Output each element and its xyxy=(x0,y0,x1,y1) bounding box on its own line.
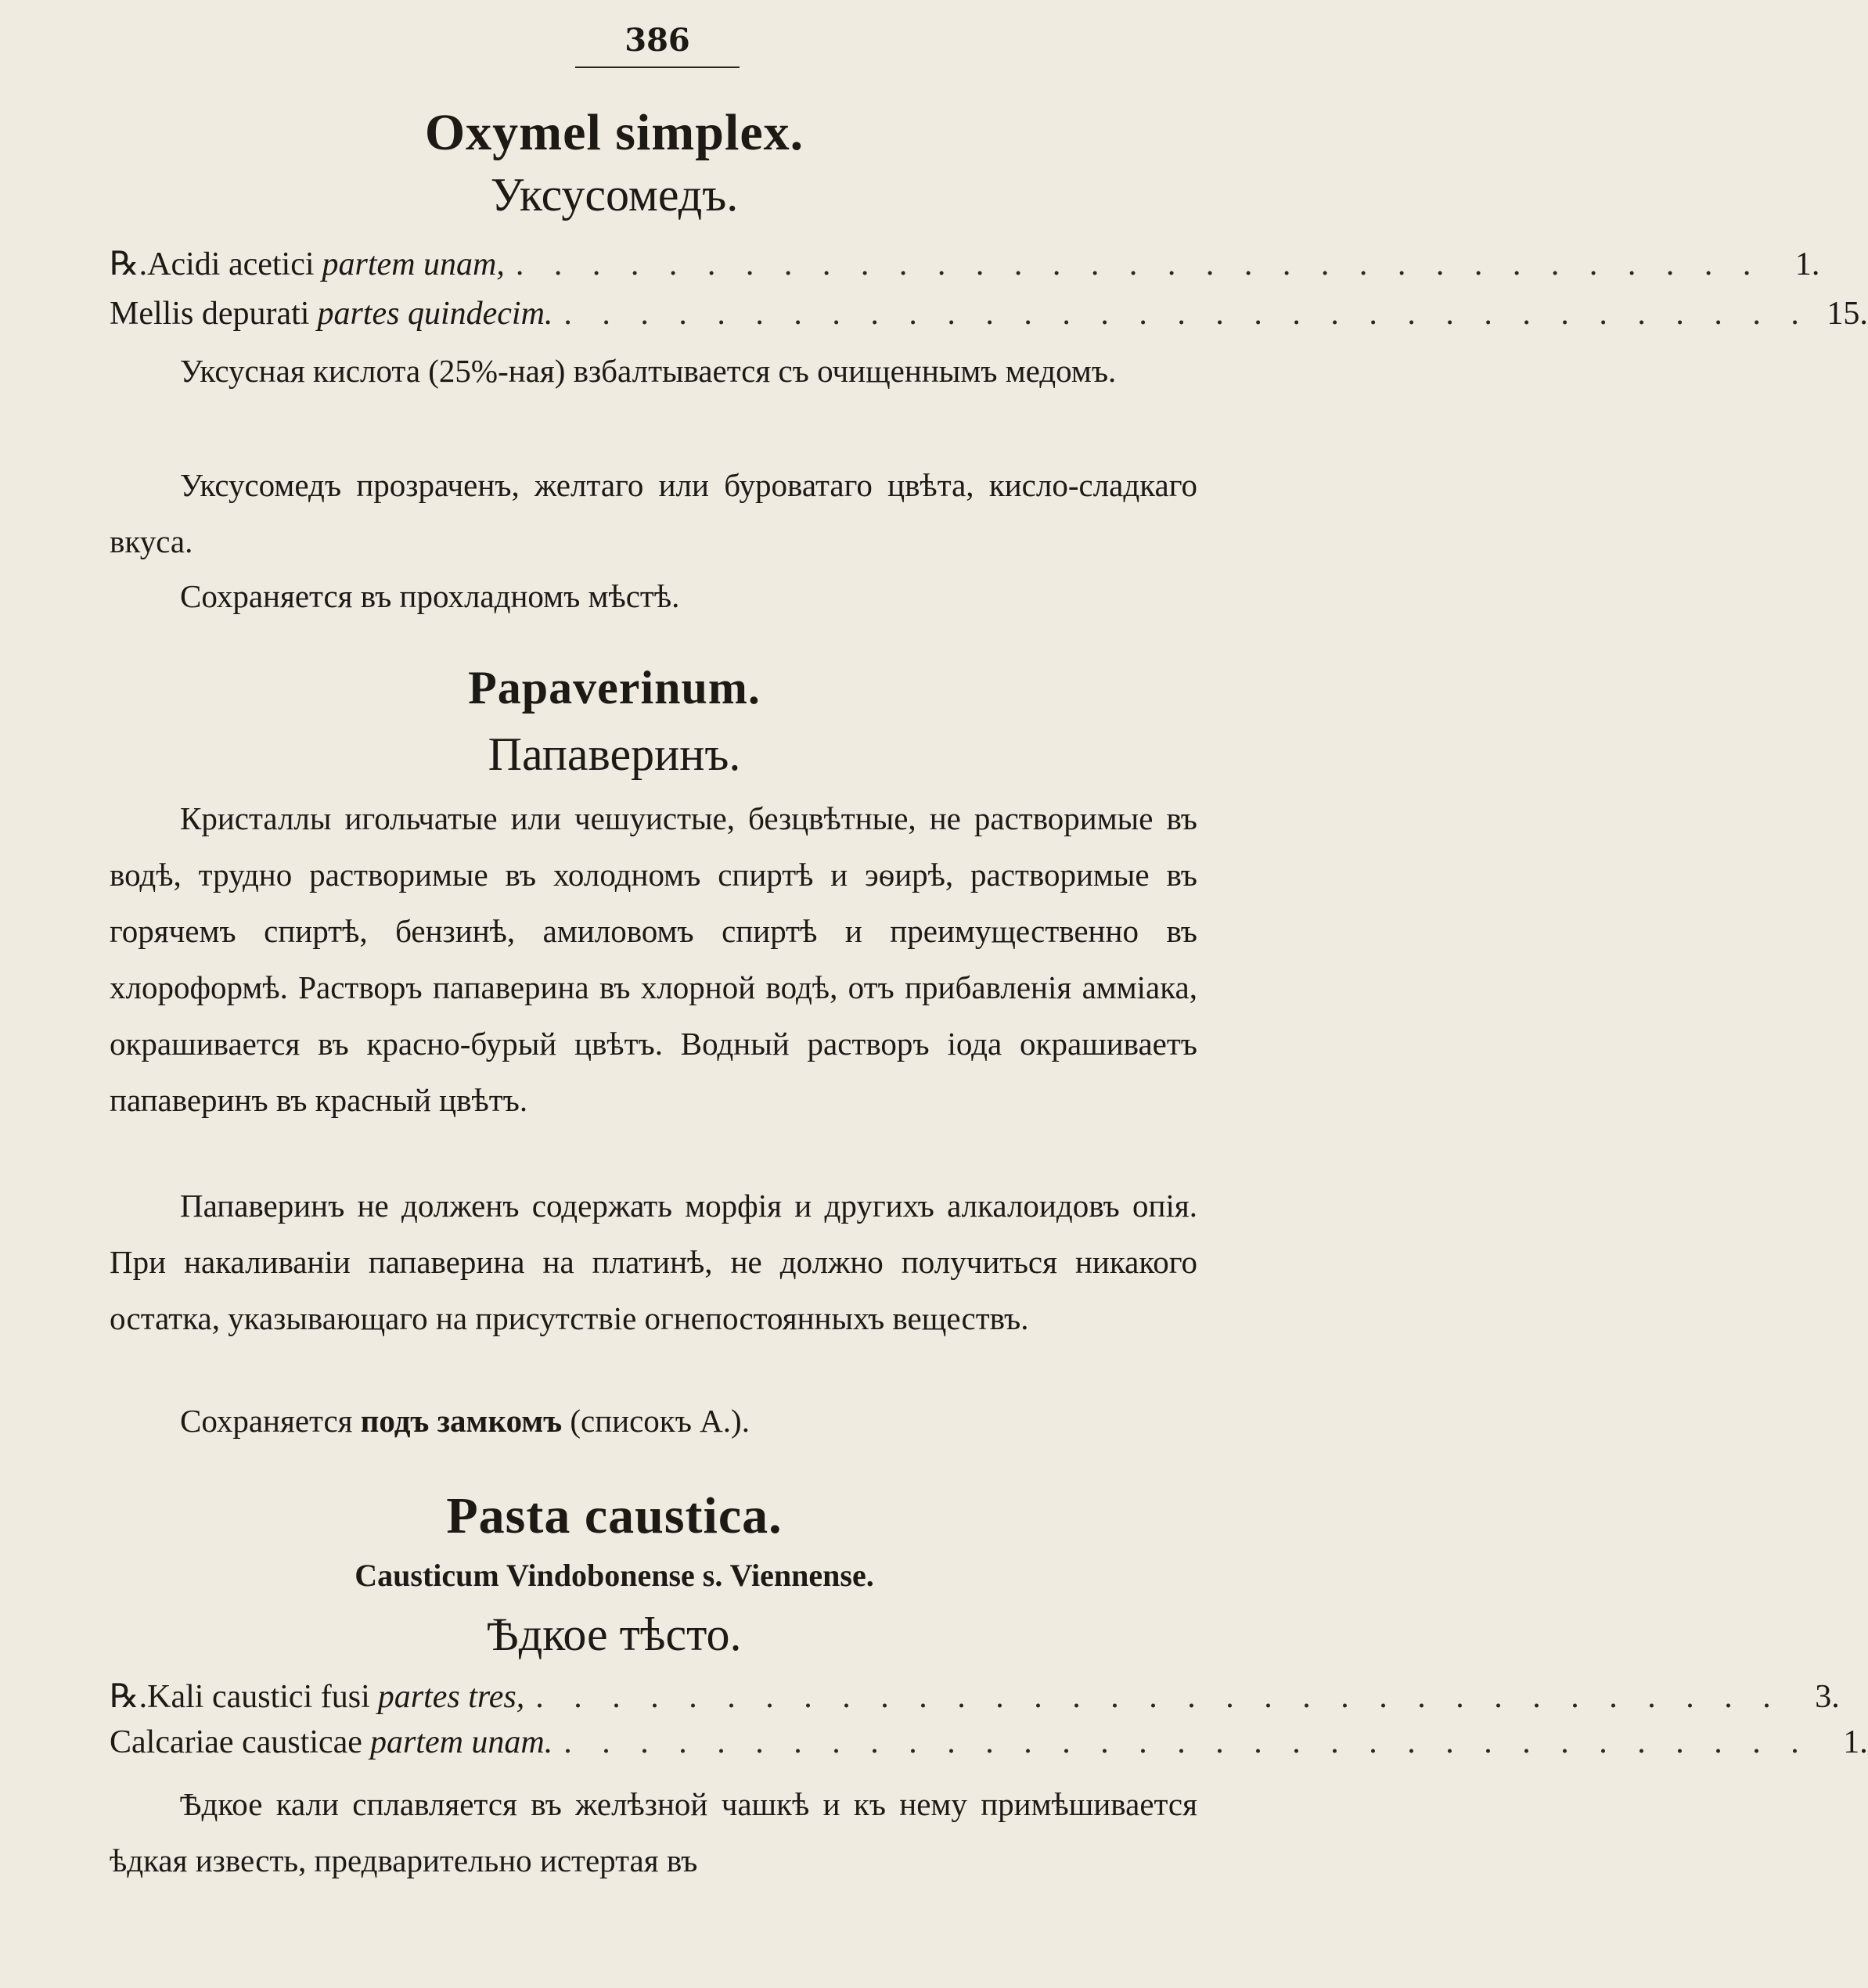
paragraph xyxy=(110,1177,1197,1346)
paragraph xyxy=(110,1776,1197,1889)
recipe-line xyxy=(110,1677,1840,1724)
drug-name: Mellis depurati xyxy=(110,296,310,332)
drug-amount: 15. xyxy=(1827,296,1868,332)
dot-leader: . . . . . . . . . . . . . . . . . . . . . . . . . . . . . . . . . xyxy=(563,1724,1810,1760)
section-title-russian: Ѣдкое тѣсто. xyxy=(487,1609,742,1660)
page-number-rule xyxy=(575,67,740,68)
drug-amount: 1. xyxy=(1794,246,1820,282)
page-number: 386 xyxy=(624,22,690,59)
storage-paragraph xyxy=(110,1393,1197,1449)
paragraph-text: Папаверинъ не долженъ содержать морфія и другихъ алкалоидовъ опія. При накаливаніи папаверина на платинѣ, не должно получиться никакого остатка, указывающаго на присутствіе огнепостоянныхъ веществъ. xyxy=(110,1188,1197,1336)
recipe-symbol: ℞. xyxy=(110,1679,148,1715)
storage-emphasis: подъ замкомъ xyxy=(360,1403,563,1439)
drug-name: Kali caustici fusi xyxy=(147,1679,370,1715)
dot-leader: . . . . . . . . . . . . . . . . . . . . . . . . . . . . . . . . . xyxy=(515,246,1762,282)
drug-amount: 3. xyxy=(1815,1679,1840,1715)
paragraph-text: Уксусная кислота (25%-ная) взбалтывается съ очищеннымъ медомъ. xyxy=(180,353,1117,389)
storage-prefix: Сохраняется xyxy=(180,1403,353,1439)
recipe-line xyxy=(110,1724,1868,1771)
drug-quantity: partem unam, xyxy=(322,246,505,282)
drug-amount: 1. xyxy=(1843,1724,1868,1760)
drug-name: Acidi acetici xyxy=(147,246,315,282)
dot-leader: . . . . . . . . . . . . . . . . . . . . . . . . . . . . . . . . . xyxy=(563,296,1810,332)
paragraph xyxy=(110,343,1197,399)
dot-leader: . . . . . . . . . . . . . . . . . . . . . . . . . . . . . . . . . xyxy=(535,1679,1782,1715)
paragraph-text: Ѣдкое кали сплавляется въ желѣзной чашкѣ и къ нему примѣшивается ѣдкая известь, предварительно истертая въ xyxy=(110,1786,1197,1878)
section-title-latin: Papaverinum. xyxy=(468,662,761,714)
paragraph xyxy=(110,790,1197,1128)
drug-quantity: partes quindecim. xyxy=(317,296,553,332)
paragraph-text: Сохраняется въ прохладномъ мѣстѣ. xyxy=(180,578,680,614)
paragraph xyxy=(110,457,1197,570)
section-subtitle-latin: Causticum Vindobonense s. Viennense. xyxy=(355,1558,874,1593)
paragraph-text: Кристаллы игольчатые или чешуистые, безцвѣтные, не растворимые въ водѣ, трудно растворимые въ холодномъ спиртѣ и эѳирѣ, растворимые въ горячемъ спиртѣ, бензинѣ, амиловомъ спиртѣ и преимущественно въ хлороформѣ. Растворъ папаверина въ хлорной водѣ, отъ прибавленія амміака, окрашивается въ красно-бурый цвѣтъ. Водный растворъ іода окрашиваетъ папаверинъ въ красный цвѣтъ. xyxy=(110,800,1197,1118)
recipe-line xyxy=(110,295,1868,342)
section-title-latin: Oxymel simplex. xyxy=(424,104,804,161)
paragraph-text: Уксусомедъ прозраченъ, желтаго или буроватаго цвѣта, кисло-сладкаго вкуса. xyxy=(110,467,1197,559)
drug-name: Calcariae causticae xyxy=(110,1724,362,1760)
section-title-russian: Уксусомедъ. xyxy=(490,169,739,221)
section-title-russian: Папаверинъ. xyxy=(488,728,741,780)
section-title-latin: Pasta caustica. xyxy=(446,1487,783,1544)
storage-suffix: (списокъ А.). xyxy=(570,1403,750,1439)
paragraph xyxy=(110,568,1197,624)
drug-quantity: partes tres, xyxy=(377,1679,525,1715)
recipe-line xyxy=(110,244,1820,291)
drug-quantity: partem unam. xyxy=(369,1724,553,1760)
recipe-symbol: ℞. xyxy=(110,246,148,282)
